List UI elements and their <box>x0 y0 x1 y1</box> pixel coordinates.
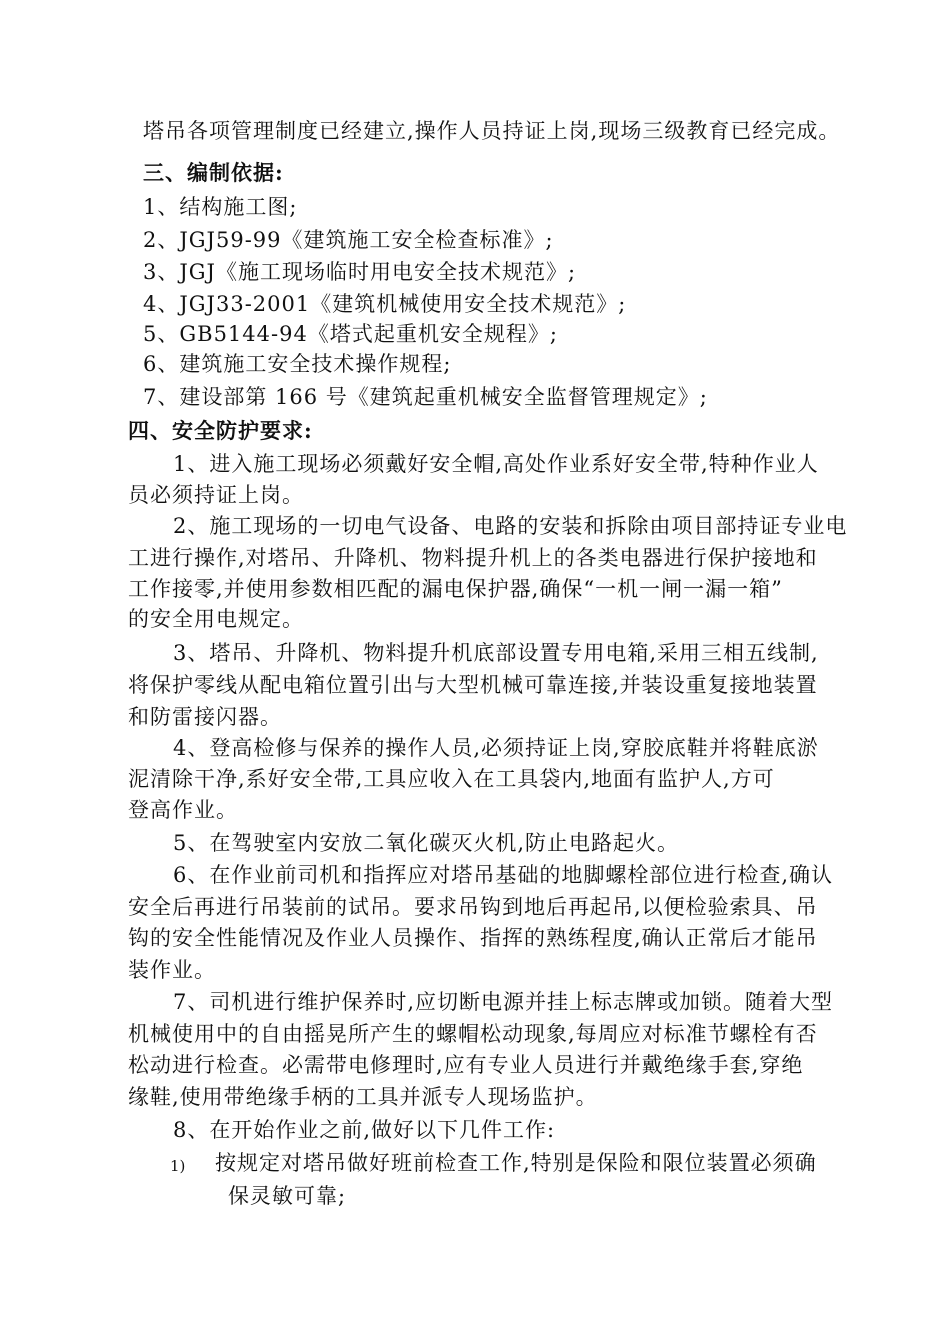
para-4-line-1: 4、登高检修与保养的操作人员,必须持证上岗,穿胶底鞋并将鞋底淤 <box>173 736 819 760</box>
section-4-heading: 四、安全防护要求: <box>128 418 313 443</box>
para-6-line-2: 安全后再进行吊装前的试吊。要求吊钩到地后再起吊,以便检验索具、吊 <box>128 895 818 919</box>
basis-item-4: 4、JGJ33-2001《建筑机械使用安全技术规范》; <box>143 292 627 316</box>
basis-item-2: 2、JGJ59-99《建筑施工安全检查标准》; <box>143 228 554 252</box>
para-2-line-3: 工作接零,并使用参数相匹配的漏电保护器,确保“一机一闸一漏一箱” <box>128 577 783 601</box>
sub-item-1-line-1: 按规定对塔吊做好班前检查工作,特别是保险和限位装置必须确 <box>215 1151 817 1175</box>
para-3-line-3: 和防雷接闪器。 <box>128 705 282 729</box>
basis-item-6: 6、建筑施工安全技术操作规程; <box>143 352 452 376</box>
para-3-line-2: 将保护零线从配电箱位置引出与大型机械可靠连接,并装设重复接地装置 <box>128 673 818 697</box>
para-4-line-3: 登高作业。 <box>128 798 238 822</box>
para-4-line-2: 泥清除干净,系好安全带,工具应收入在工具袋内,地面有监护人,方可 <box>128 767 775 791</box>
para-7-line-3: 松动进行检查。必需带电修理时,应有专业人员进行并戴绝缘手套,穿绝 <box>128 1053 804 1077</box>
para-5-line-1: 5、在驾驶室内安放二氧化碳灭火机,防止电路起火。 <box>173 831 680 855</box>
basis-item-5: 5、GB5144-94《塔式起重机安全规程》; <box>143 322 558 346</box>
para-3-line-1: 3、塔吊、升降机、物料提升机底部设置专用电箱,采用三相五线制, <box>173 641 819 665</box>
para-7-line-2: 机械使用中的自由摇晃所产生的螺帽松动现象,每周应对标准节螺栓有否 <box>128 1022 818 1046</box>
para-1-line-1: 1、进入施工现场必须戴好安全帽,高处作业系好安全带,特种作业人 <box>173 452 819 476</box>
basis-item-1: 1、结构施工图; <box>143 195 298 219</box>
section-3-heading: 三、编制依据: <box>143 160 284 185</box>
para-2-line-2: 工进行操作,对塔吊、升降机、物料提升机上的各类电器进行保护接地和 <box>128 546 818 570</box>
basis-item-3: 3、JGJ《施工现场临时用电安全技术规范》; <box>143 260 577 284</box>
sub-item-1-marker: 1) <box>170 1157 186 1175</box>
para-1-line-2: 员必须持证上岗。 <box>128 483 304 507</box>
para-7-line-1: 7、司机进行维护保养时,应切断电源并挂上标志牌或加锁。随着大型 <box>173 990 834 1014</box>
para-6-line-3: 钩的安全性能情况及作业人员操作、指挥的熟练程度,确认正常后才能吊 <box>128 926 818 950</box>
sub-item-1-line-2: 保灵敏可靠; <box>228 1184 347 1208</box>
para-7-line-4: 缘鞋,使用带绝缘手柄的工具并派专人现场监护。 <box>128 1085 598 1109</box>
para-6-line-4: 装作业。 <box>128 958 216 982</box>
para-2-line-4: 的安全用电规定。 <box>128 607 304 631</box>
para-6-line-1: 6、在作业前司机和指挥应对塔吊基础的地脚螺栓部位进行检查,确认 <box>173 863 834 887</box>
basis-item-7: 7、建设部第 166 号《建筑起重机械安全监督管理规定》; <box>143 385 708 409</box>
para-2-line-1: 2、施工现场的一切电气设备、电路的安装和拆除由项目部持证专业电 <box>173 514 848 538</box>
para-8-line-1: 8、在开始作业之前,做好以下几件工作: <box>173 1118 556 1142</box>
intro-line: 塔吊各项管理制度已经建立,操作人员持证上岗,现场三级教育已经完成。 <box>143 119 841 143</box>
